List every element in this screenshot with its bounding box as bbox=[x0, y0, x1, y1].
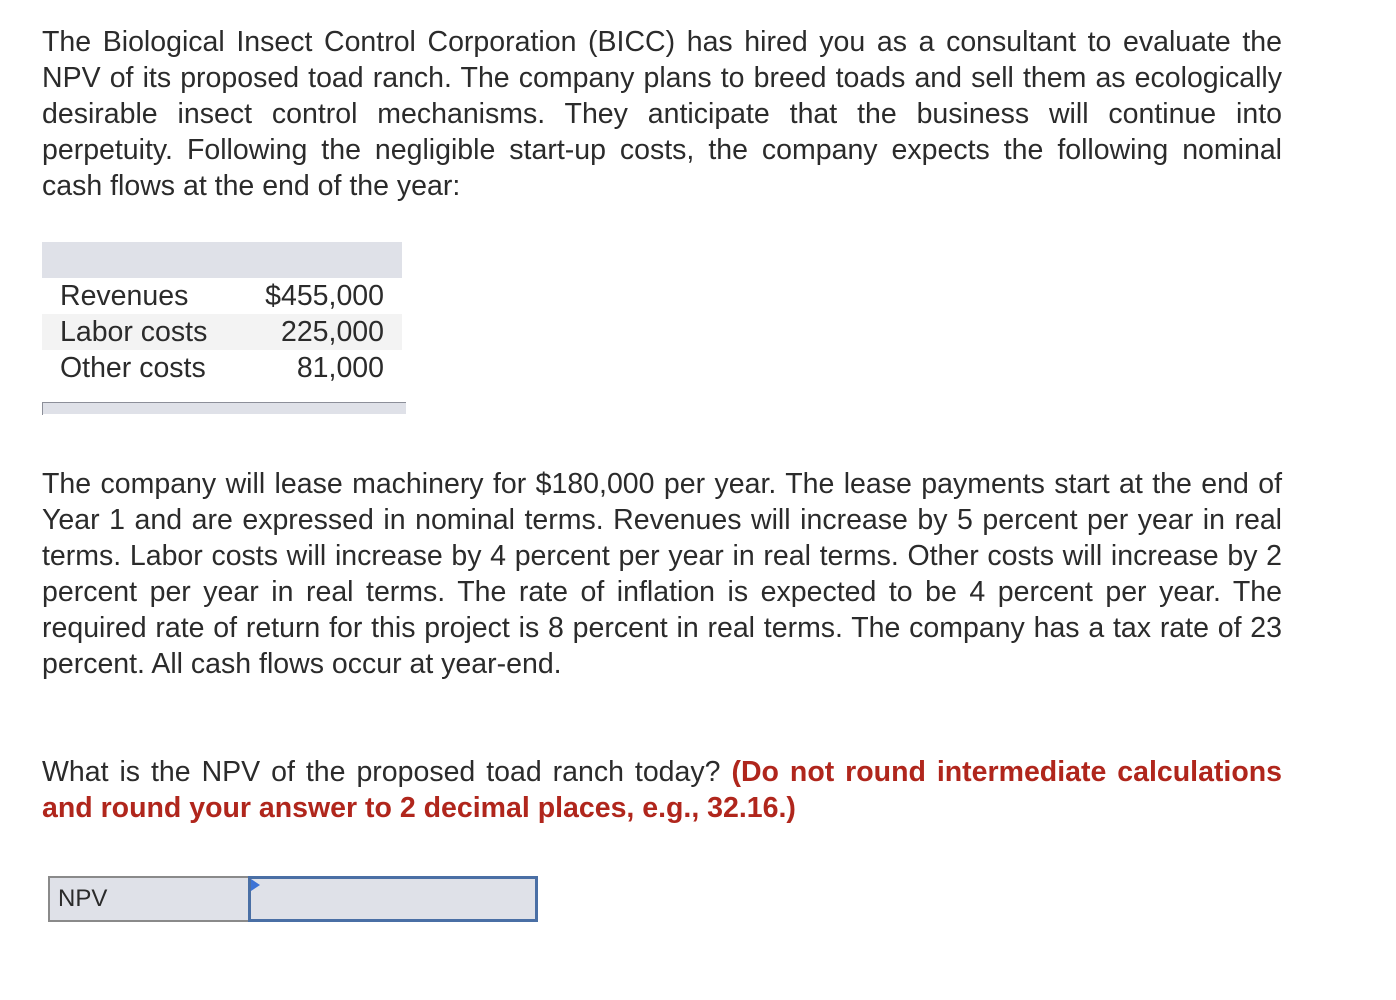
cash-flow-label: Other costs bbox=[60, 351, 206, 384]
cash-flow-table-header bbox=[42, 242, 402, 278]
problem-intro: The Biological Insect Control Corporation (BICC) has hired you as a consultant to evaluate the NPV of its proposed toad ranch. The company plans to breed toads and sell them as ecologically desirable insect control mechanisms. They anticipate that the business will continue into perpetuity. Following the negligible start-up costs, the company expects the following nominal cash flows at the end of the year: bbox=[42, 26, 1282, 202]
cash-flow-table bbox=[42, 242, 402, 386]
cash-flow-value: 225,000 bbox=[280, 315, 384, 348]
cash-flow-value: 81,000 bbox=[296, 351, 384, 384]
table-row bbox=[42, 314, 402, 350]
cash-flow-value: $455,000 bbox=[265, 279, 384, 312]
cash-flow-label: Labor costs bbox=[60, 315, 208, 348]
table-footer-tick bbox=[42, 403, 43, 415]
table-row bbox=[42, 350, 402, 386]
problem-details: The company will lease machinery for $180,000 per year. The lease payments start at the end of Year 1 and are expressed in nominal terms. Revenues will increase by 5 percent per year in real terms. Labor costs will increase by 4 percent per year in real terms. Other costs will increase by 2 percent per year in real terms. The rate of inflation is expected to be 4 percent per year. The required rate of return for this project is 8 percent in real terms. The company has a tax rate of 23 percent. All cash flows occur at year-end. bbox=[42, 468, 1282, 680]
cash-flow-label: Revenues bbox=[60, 279, 189, 312]
question-text: What is the NPV of the proposed toad ranch today? bbox=[42, 756, 721, 788]
question bbox=[42, 754, 1282, 826]
npv-label: NPV bbox=[48, 876, 248, 922]
rounding-instruction: (Do not round intermediate calculations and round your answer to 2 decimal places, e.g., 32.16.) bbox=[42, 756, 1283, 824]
cash-flow-table-footer bbox=[42, 402, 406, 414]
npv-input-wrapper bbox=[248, 876, 538, 922]
table-row bbox=[42, 278, 402, 314]
npv-input[interactable] bbox=[248, 876, 538, 922]
npv-answer-row bbox=[48, 876, 538, 922]
